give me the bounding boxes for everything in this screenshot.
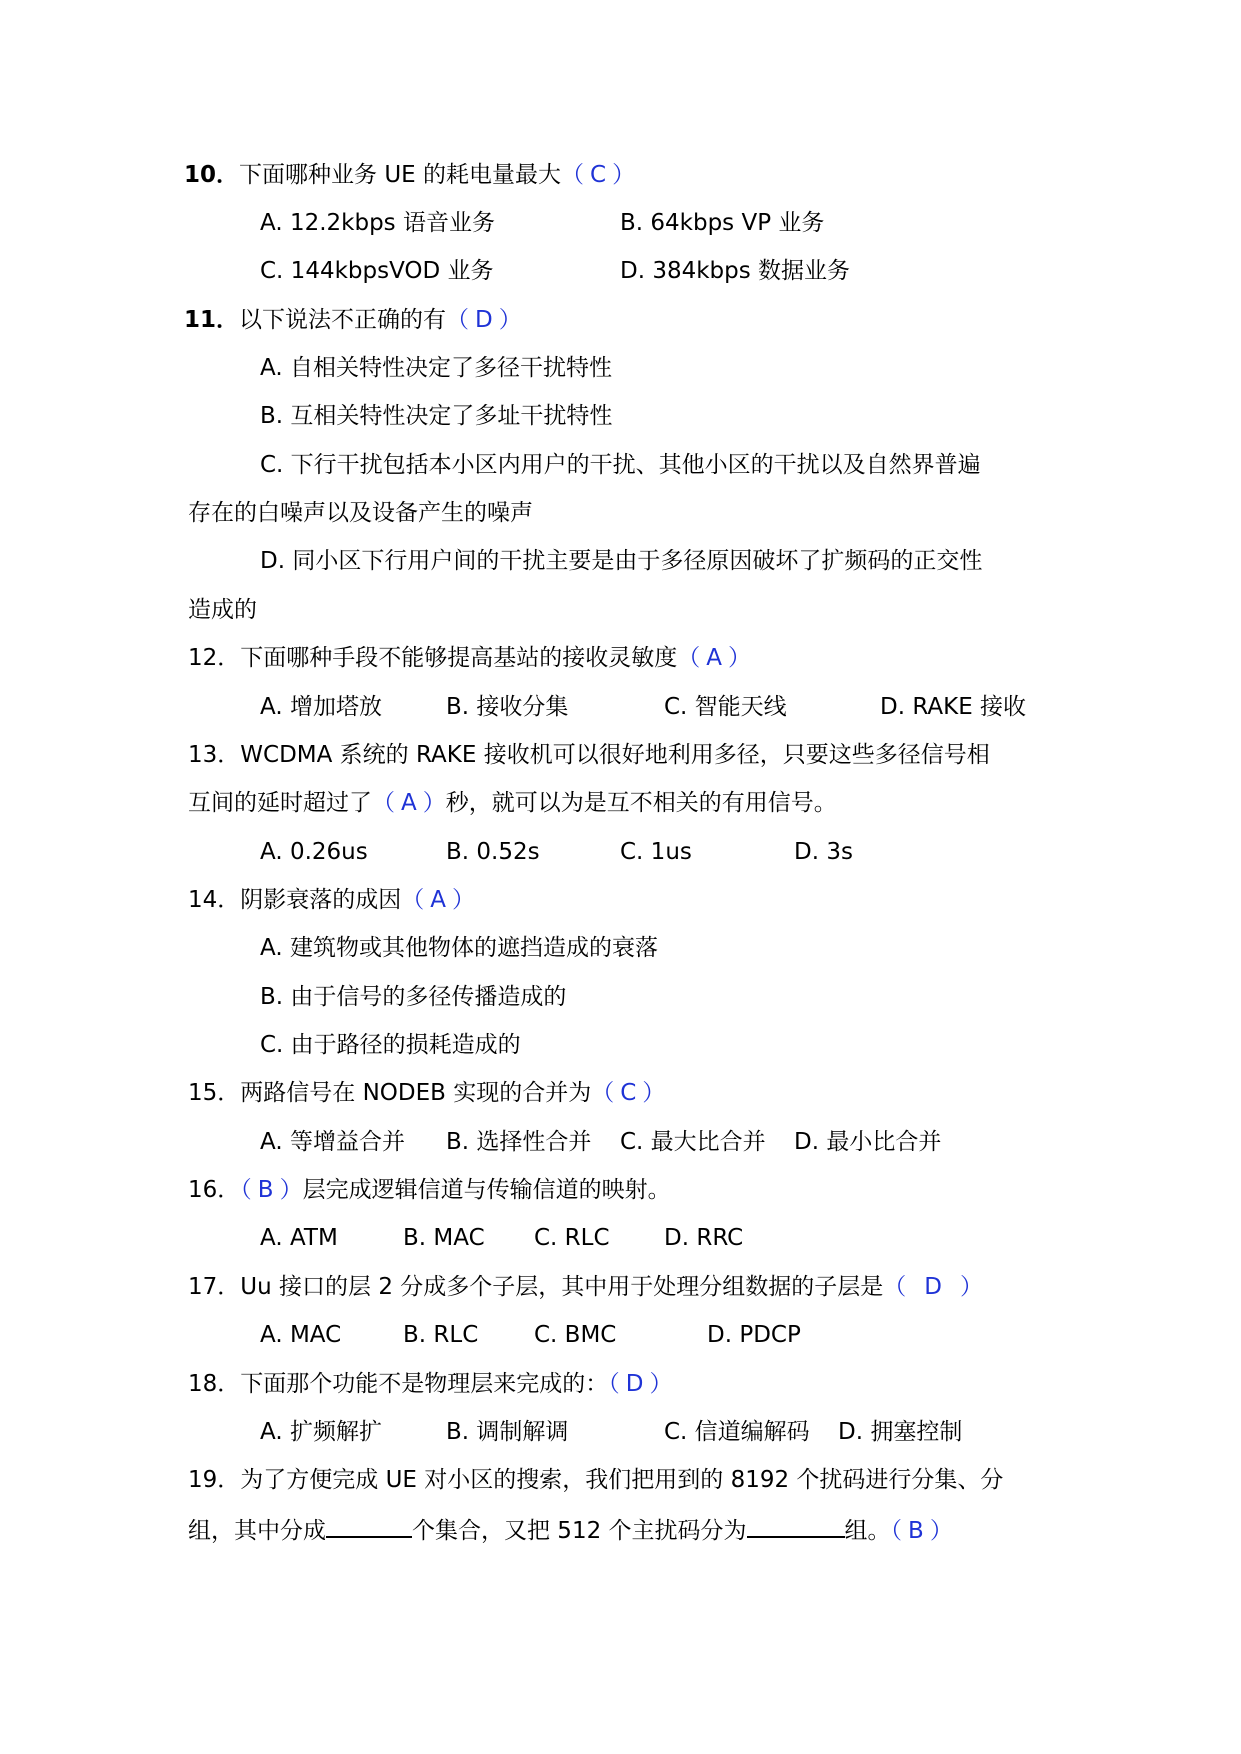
question-11 bbox=[184, 305, 522, 335]
option-c: C. 最大比合并 bbox=[620, 1129, 766, 1155]
question-stem-line2: 互间的延时超过了 bbox=[188, 790, 372, 816]
answer-letter: A bbox=[401, 790, 417, 816]
question-number: 11． bbox=[184, 307, 240, 333]
question-13 bbox=[188, 740, 990, 770]
option-b: B. 由于信号的多径传播造成的 bbox=[260, 984, 567, 1010]
question-stem: 以下说法不正确的有 bbox=[239, 307, 447, 333]
option-a: A. 增加塔放 bbox=[260, 694, 382, 720]
option-a: A. MAC bbox=[260, 1322, 342, 1348]
option-d: D. PDCP bbox=[707, 1322, 801, 1348]
option-b: B. 选择性合并 bbox=[446, 1129, 592, 1155]
option-a: A. 建筑物或其他物体的遮挡造成的衰落 bbox=[260, 935, 658, 961]
answer-paren-close: ） bbox=[498, 307, 522, 333]
answer-letter: C bbox=[620, 1080, 637, 1106]
question-stem-part-b: 个集合，又把 512 个主扰码分为 bbox=[412, 1518, 747, 1544]
question-number: 15． bbox=[188, 1080, 241, 1106]
question-number: 12． bbox=[188, 645, 241, 671]
answer-letter: A bbox=[706, 645, 723, 671]
option-d: D. 最小比合并 bbox=[794, 1129, 942, 1155]
answer-paren-close: ） bbox=[642, 1080, 666, 1106]
fill-blank-2[interactable] bbox=[747, 1514, 845, 1538]
answer-paren-close: ） bbox=[728, 645, 752, 671]
option-d: D. 同小区下行用户间的干扰主要是由于多径原因破坏了扩频码的正交性 bbox=[260, 548, 983, 574]
answer-paren-open: （ bbox=[677, 645, 701, 671]
answer-paren-close: ） bbox=[422, 790, 446, 816]
option-b: B. 0.52s bbox=[446, 839, 540, 865]
question-stem: 两路信号在 NODEB 实现的合并为 bbox=[240, 1080, 592, 1106]
question-stem-line1: WCDMA 系统的 RAKE 接收机可以很好地利用多径，只要这些多径信号相 bbox=[240, 742, 990, 768]
answer-letter: D bbox=[475, 307, 493, 333]
question-19-line2 bbox=[188, 1514, 953, 1546]
option-d: D. 3s bbox=[794, 839, 853, 865]
option-d: D. RRC bbox=[664, 1225, 744, 1251]
question-number: 13． bbox=[188, 742, 241, 768]
option-a: A. 扩频解扩 bbox=[260, 1419, 382, 1445]
question-stem-part-c: 组。 bbox=[844, 1518, 891, 1544]
option-b: B. 接收分集 bbox=[446, 694, 569, 720]
question-number: 18． bbox=[188, 1371, 241, 1397]
question-stem-part-a: 组，其中分成 bbox=[188, 1518, 326, 1544]
option-d-continued: 造成的 bbox=[188, 597, 257, 623]
question-number: 19． bbox=[188, 1467, 241, 1493]
answer-paren-open: （ bbox=[561, 162, 585, 188]
answer-letter: B bbox=[257, 1177, 274, 1203]
option-d: D. 拥塞控制 bbox=[838, 1419, 963, 1445]
answer-paren-open: （ bbox=[883, 1274, 907, 1300]
option-c: C. 下行干扰包括本小区内用户的干扰、其他小区的干扰以及自然界普遍 bbox=[260, 452, 981, 478]
answer-paren-close: ） bbox=[279, 1177, 303, 1203]
answer-paren-open: （ bbox=[401, 887, 425, 913]
question-stem-after: 层完成逻辑信道与传输信道的映射。 bbox=[302, 1177, 671, 1203]
answer-letter: B bbox=[908, 1518, 924, 1544]
answer-letter: A bbox=[430, 887, 447, 913]
question-stem: 下面哪种手段不能够提高基站的接收灵敏度 bbox=[240, 645, 678, 671]
option-c: C. 由于路径的损耗造成的 bbox=[260, 1032, 521, 1058]
question-stem: 下面哪种业务 UE 的耗电量最大 bbox=[239, 162, 562, 188]
option-c: C. 信道编解码 bbox=[664, 1419, 810, 1445]
answer-letter: D bbox=[924, 1274, 942, 1300]
question-14 bbox=[188, 885, 475, 915]
question-stem: Uu 接口的层 2 分成多个子层，其中用于处理分组数据的子层是 bbox=[240, 1274, 884, 1300]
option-c: C. RLC bbox=[534, 1225, 610, 1251]
question-12 bbox=[188, 643, 751, 673]
option-b: B. MAC bbox=[403, 1225, 485, 1251]
answer-paren-close: ） bbox=[649, 1371, 673, 1397]
answer-paren-close: ） bbox=[929, 1518, 953, 1544]
answer-paren-open: （ bbox=[446, 307, 470, 333]
answer-paren-close: ） bbox=[612, 162, 636, 188]
answer-paren-open: （ bbox=[591, 1080, 615, 1106]
question-19 bbox=[188, 1465, 1003, 1495]
option-c-continued: 存在的白噪声以及设备产生的噪声 bbox=[188, 500, 533, 526]
option-c: C. 智能天线 bbox=[664, 694, 787, 720]
option-a: A. 0.26us bbox=[260, 839, 368, 865]
question-17 bbox=[188, 1272, 983, 1302]
answer-letter: C bbox=[590, 162, 607, 188]
option-c: C. 1us bbox=[620, 839, 692, 865]
question-stem: 阴影衰落的成因 bbox=[240, 887, 402, 913]
answer-paren-close: ） bbox=[959, 1274, 983, 1300]
question-18 bbox=[188, 1369, 673, 1399]
question-number: 10． bbox=[184, 162, 240, 188]
question-stem-line2-after: 秒，就可以为是互不相关的有用信号。 bbox=[445, 790, 837, 816]
question-16 bbox=[188, 1175, 671, 1205]
question-10 bbox=[184, 160, 635, 190]
option-a: A. 等增益合并 bbox=[260, 1129, 405, 1155]
question-number: 16． bbox=[188, 1177, 241, 1203]
answer-letter: D bbox=[625, 1371, 644, 1397]
answer-paren-close: ） bbox=[452, 887, 476, 913]
fill-blank-1[interactable] bbox=[326, 1514, 412, 1538]
option-c: C. BMC bbox=[534, 1322, 617, 1348]
question-15 bbox=[188, 1078, 665, 1108]
question-number: 17． bbox=[188, 1274, 241, 1300]
answer-paren-open: （ bbox=[372, 790, 395, 816]
answer-paren-open: （ bbox=[240, 1177, 252, 1203]
question-stem-line1: 为了方便完成 UE 对小区的搜索，我们把用到的 8192 个扰码进行分集、分 bbox=[240, 1467, 1004, 1493]
option-b: B. RLC bbox=[403, 1322, 479, 1348]
answer-paren-open: （ bbox=[608, 1371, 620, 1397]
option-b: B. 调制解调 bbox=[446, 1419, 569, 1445]
option-c: C. 144kbpsVOD 业务 bbox=[260, 258, 494, 284]
option-d: D. 384kbps 数据业务 bbox=[620, 258, 851, 284]
question-13-line2 bbox=[188, 788, 837, 818]
option-d: D. RAKE 接收 bbox=[880, 694, 1027, 720]
option-b: B. 互相关特性决定了多址干扰特性 bbox=[260, 403, 613, 429]
option-a: A. 自相关特性决定了多径干扰特性 bbox=[260, 355, 612, 381]
option-a: A. ATM bbox=[260, 1225, 338, 1251]
question-stem: 下面那个功能不是物理层来完成的： bbox=[240, 1371, 609, 1397]
answer-paren-open: （ bbox=[890, 1518, 903, 1544]
option-a: A. 12.2kbps 语音业务 bbox=[260, 210, 495, 236]
option-b: B. 64kbps VP 业务 bbox=[620, 210, 825, 236]
question-number: 14． bbox=[188, 887, 241, 913]
